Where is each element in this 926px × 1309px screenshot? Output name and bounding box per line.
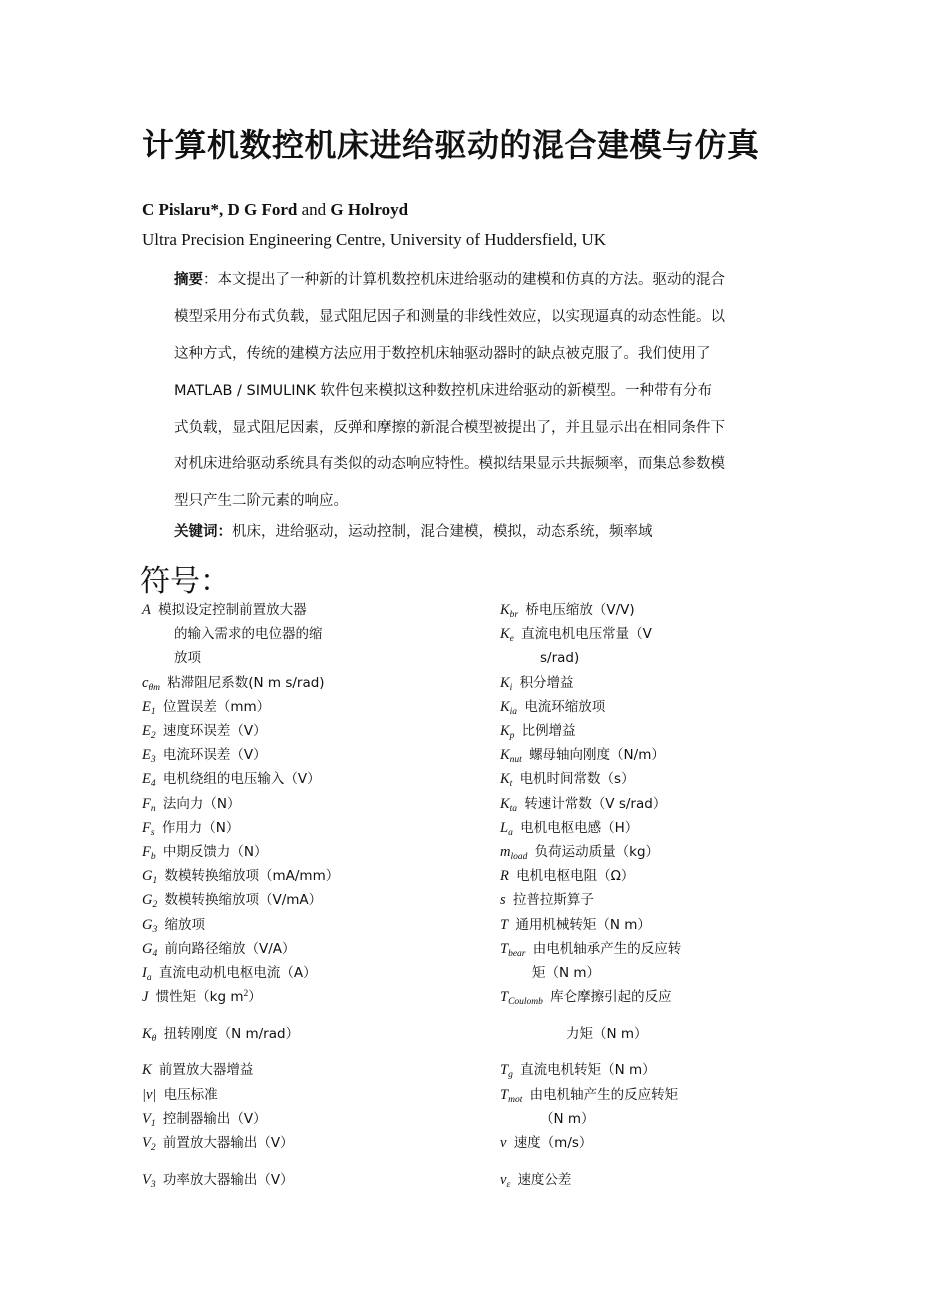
symbol-description: 惯性矩（kg m <box>155 989 244 1005</box>
abstract-line: 式负载，显式阻尼因素，反弹和摩擦的新混合模型被提出了，并且显示出在相同条件下 <box>174 419 725 436</box>
symbol-entry <box>500 792 666 816</box>
symbol-description: 电机电枢电阻（Ω） <box>516 868 635 884</box>
symbol-subscript: e <box>509 634 514 644</box>
symbol-description: 法向力（N） <box>162 796 241 812</box>
symbol-subscript: 4 <box>152 949 158 959</box>
symbol-entry <box>500 913 651 937</box>
symbol-entry <box>500 622 652 646</box>
abstract-line: 摘要：本文提出了一种新的计算机数控机床进给驱动的建模和仿真的方法。驱动的混合 <box>174 272 725 288</box>
symbol: F <box>142 820 151 836</box>
symbol-subscript: 1 <box>150 707 156 717</box>
symbol-entry <box>174 622 323 646</box>
symbol-entry <box>142 695 270 719</box>
symbol-entry <box>500 888 594 912</box>
symbol-subscript: ε <box>506 1180 511 1190</box>
symbol-description: 电压标准 <box>163 1087 218 1103</box>
symbol-description: 前向路径缩放（V/A） <box>164 941 296 957</box>
symbol-entry <box>142 864 339 888</box>
symbol-subscript: a <box>146 973 152 983</box>
symbol-entry <box>142 792 240 816</box>
symbol: T <box>500 1087 509 1103</box>
symbol-subscript: 3 <box>152 925 158 935</box>
symbol-subscript: bear <box>508 949 526 959</box>
symbol-entry <box>500 840 659 864</box>
symbol: A <box>142 602 151 618</box>
symbol: G <box>142 892 153 908</box>
symbol-description: 拉普拉斯算子 <box>512 892 594 908</box>
symbol-description: 缩放项 <box>164 917 205 933</box>
symbol-subscript: a <box>508 828 513 838</box>
symbol: K <box>500 626 510 642</box>
symbol-subscript: Coulomb <box>508 997 543 1007</box>
symbol-description: 放项 <box>174 650 201 666</box>
symbol: K <box>500 699 510 715</box>
symbol: T <box>500 989 509 1005</box>
symbol-subscript: nut <box>509 755 522 765</box>
symbol-description: s/rad) <box>540 650 580 666</box>
symbol-entry <box>500 598 635 622</box>
symbol-description: 位置误差（mm） <box>162 699 271 715</box>
symbol-description: 速度（m/s） <box>513 1135 593 1151</box>
symbol: v <box>500 1135 507 1151</box>
symbol-description: 积分增益 <box>519 675 574 691</box>
symbol-description: （N m） <box>540 1111 595 1127</box>
symbol: L <box>500 820 509 836</box>
symbol: K <box>500 796 510 812</box>
symbol-subscript: s <box>150 828 155 838</box>
symbol-description: 直流电机电压常量（V <box>521 626 652 642</box>
symbol-subscript: 1 <box>150 1119 156 1129</box>
abstract-label: 摘要 <box>174 272 203 288</box>
symbol-entry <box>500 695 605 719</box>
symbol-description: 中期反馈力（N） <box>162 844 268 860</box>
symbol-entry <box>142 1131 294 1155</box>
symbol: T <box>500 1062 509 1078</box>
symbol-subscript: θm <box>148 683 160 693</box>
symbol: R <box>500 868 509 884</box>
symbol-description: 矩（N m） <box>532 965 601 981</box>
symbol-description: 数模转换缩放项（V/mA） <box>164 892 323 908</box>
symbol-entry <box>142 1083 218 1107</box>
symbol: I <box>142 965 147 981</box>
symbol: E <box>142 747 151 763</box>
symbol: E <box>142 723 151 739</box>
symbol-entry <box>142 767 321 791</box>
symbol-entry <box>142 1022 299 1046</box>
symbol-subscript: 1 <box>152 876 158 886</box>
symbol: G <box>142 917 153 933</box>
symbol-entry: J 惯性矩（kg $m^2$） <box>142 989 262 1005</box>
authors <box>142 200 408 220</box>
symbol-entry <box>174 646 201 670</box>
symbol: K <box>500 771 510 787</box>
affiliation: Ultra Precision Engineering Centre, University of Huddersfield, UK <box>142 230 607 249</box>
symbol-description: 速度公差 <box>517 1172 572 1188</box>
symbol: c <box>142 675 149 691</box>
symbol-description: 库仑摩擦引起的反应 <box>550 989 672 1005</box>
symbol: J <box>142 989 149 1005</box>
abstract-line: 对机床进给驱动系统具有类似的动态响应特性。模拟结果显示共振频率，而集总参数模 <box>174 456 725 473</box>
symbol-description: 比例增益 <box>521 723 576 739</box>
author-names-1: C Pislaru*, D G Ford <box>142 200 298 219</box>
symbol-entry <box>500 1131 592 1155</box>
symbol: |v| <box>142 1087 157 1103</box>
symbol-description: 通用机械转矩（N m） <box>515 917 651 933</box>
symbol-description: 直流电动机电枢电流（A） <box>158 965 317 981</box>
paper-title: 计算机数控机床进给驱动的混合建模与仿真 <box>142 126 760 164</box>
symbol-entry <box>142 840 267 864</box>
symbol-entry <box>540 646 579 670</box>
symbol: v <box>500 1172 507 1188</box>
symbol: V <box>142 1172 151 1188</box>
symbol-subscript: ia <box>509 707 518 717</box>
symbol-entry <box>500 719 576 743</box>
keywords <box>174 520 653 541</box>
keywords-text: 机床，进给驱动，运动控制，混合建模，模拟，动态系统，频率域 <box>232 524 653 540</box>
abstract <box>174 262 790 520</box>
symbol-description: 模拟设定控制前置放大器 <box>158 602 307 618</box>
symbol-description: 电机时间常数（s） <box>519 771 635 787</box>
symbol: K <box>500 675 510 691</box>
symbol-description: 由电机轴产生的反应转矩 <box>529 1087 679 1103</box>
symbol-subscript: 3 <box>150 1180 156 1190</box>
symbol-subscript: t <box>509 779 513 789</box>
symbol-description: 电流环误差（V） <box>162 747 267 763</box>
symbol: K <box>500 747 510 763</box>
symbol-entry <box>500 864 634 888</box>
abstract-line: MATLAB / SIMULINK 软件包来模拟这种数控机床进给驱动的新模型。一种带有分布 <box>174 382 712 399</box>
symbol-subscript: 2 <box>150 1143 156 1153</box>
symbol: K <box>142 1026 152 1042</box>
symbol-subscript: n <box>150 804 156 814</box>
symbol-description: 转速计常数（V s/rad） <box>524 796 667 812</box>
symbol-description: 扭转刚度（N m/rad） <box>163 1026 300 1042</box>
symbol-subscript: br <box>509 610 519 620</box>
symbol-entry <box>540 1107 595 1131</box>
symbol-entry <box>500 743 665 767</box>
symbol-description: 由电机轴承产生的反应转 <box>532 941 682 957</box>
abstract-line: 模型采用分布式负载，显式阻尼因子和测量的非线性效应，以实现逼真的动态性能。以 <box>174 308 725 325</box>
symbol: F <box>142 844 151 860</box>
symbol-subscript: θ <box>151 1034 157 1044</box>
symbol-subscript: 2 <box>152 900 158 910</box>
author-names-2: G Holroyd <box>330 200 409 219</box>
symbol-subscript: 2 <box>150 731 156 741</box>
symbol-entry <box>142 937 296 961</box>
symbol-description: 控制器输出（V） <box>162 1111 267 1127</box>
symbol-subscript: 4 <box>150 779 156 789</box>
symbol-description: 的输入需求的电位器的缩 <box>174 626 323 642</box>
symbol-entry <box>142 888 322 912</box>
symbol-entry <box>142 816 239 840</box>
symbol-description: 负荷运动质量（kg） <box>534 844 660 860</box>
symbol-entry <box>142 1107 267 1131</box>
symbol-subscript: 3 <box>150 755 156 765</box>
symbol-description: 电流环缩放项 <box>524 699 606 715</box>
symbol: G <box>142 941 153 957</box>
symbol-entry <box>500 937 681 961</box>
symbol-description: 直流电机转矩（N m） <box>520 1062 656 1078</box>
symbol-entry <box>500 1083 678 1107</box>
symbol-description: 功率放大器输出（V） <box>162 1172 294 1188</box>
symbol-entry <box>500 1168 571 1192</box>
symbol-entry <box>142 913 205 937</box>
symbol-description: 力矩（N m） <box>566 1026 648 1042</box>
symbol-entry <box>532 961 600 985</box>
symbol-description: 数模转换缩放项（mA/mm） <box>164 868 340 884</box>
symbol-entry <box>142 671 325 695</box>
symbol: K <box>500 723 510 739</box>
symbol-description: 速度环误差（V） <box>162 723 267 739</box>
symbol-entry <box>500 1058 656 1082</box>
symbol-entry <box>142 1058 253 1082</box>
keywords-label: 关键词： <box>174 524 232 540</box>
symbol: F <box>142 796 151 812</box>
symbols-heading: 符号： <box>140 564 230 599</box>
symbol-description: 桥电压缩放（V/V) <box>525 602 635 618</box>
symbol-subscript: i <box>509 683 513 693</box>
symbol: G <box>142 868 153 884</box>
author-and: and <box>301 200 327 219</box>
symbol-entry <box>500 767 635 791</box>
symbol: V <box>142 1111 151 1127</box>
symbol-entry <box>500 816 638 840</box>
symbol-description: 电机绕组的电压输入（V） <box>162 771 321 787</box>
symbol-subscript: mot <box>508 1095 523 1105</box>
symbol: K <box>500 602 510 618</box>
symbol: K <box>142 1062 152 1078</box>
symbol-description: 螺母轴向刚度（N/m） <box>529 747 665 763</box>
symbol-subscript: ta <box>509 804 518 814</box>
symbol: s <box>500 892 506 908</box>
symbol: T <box>500 917 509 933</box>
symbol-entry <box>500 671 574 695</box>
abstract-line: 型只产生二阶元素的响应。 <box>174 493 348 510</box>
symbol-description: 前置放大器输出（V） <box>162 1135 294 1151</box>
symbol-subscript: b <box>150 852 156 862</box>
symbol-entry <box>500 985 672 1009</box>
symbol-entry <box>142 743 267 767</box>
symbol-description: 电机电枢电感（H） <box>520 820 639 836</box>
symbol-description: 前置放大器增益 <box>158 1062 254 1078</box>
symbol-subscript: load <box>510 852 528 862</box>
symbol: E <box>142 771 151 787</box>
symbol-superscript: 2 <box>243 989 249 999</box>
symbol: m <box>500 844 511 860</box>
symbol: E <box>142 699 151 715</box>
symbol-entry <box>142 719 267 743</box>
symbol-entry <box>142 1168 294 1192</box>
symbol: V <box>142 1135 151 1151</box>
symbol-subscript: g <box>508 1070 513 1080</box>
symbol-description: 粘滞阻尼系数(N m s/rad) <box>167 675 325 691</box>
symbol-entry <box>566 1022 648 1046</box>
symbol-subscript: p <box>509 731 515 741</box>
symbol-entry <box>142 961 317 985</box>
symbol-entry <box>142 598 307 622</box>
symbol-description: 作用力（N） <box>161 820 240 836</box>
symbol: T <box>500 941 509 957</box>
abstract-line: 这种方式，传统的建模方法应用于数控机床轴驱动器时的缺点被克服了。我们使用了 <box>174 345 711 362</box>
